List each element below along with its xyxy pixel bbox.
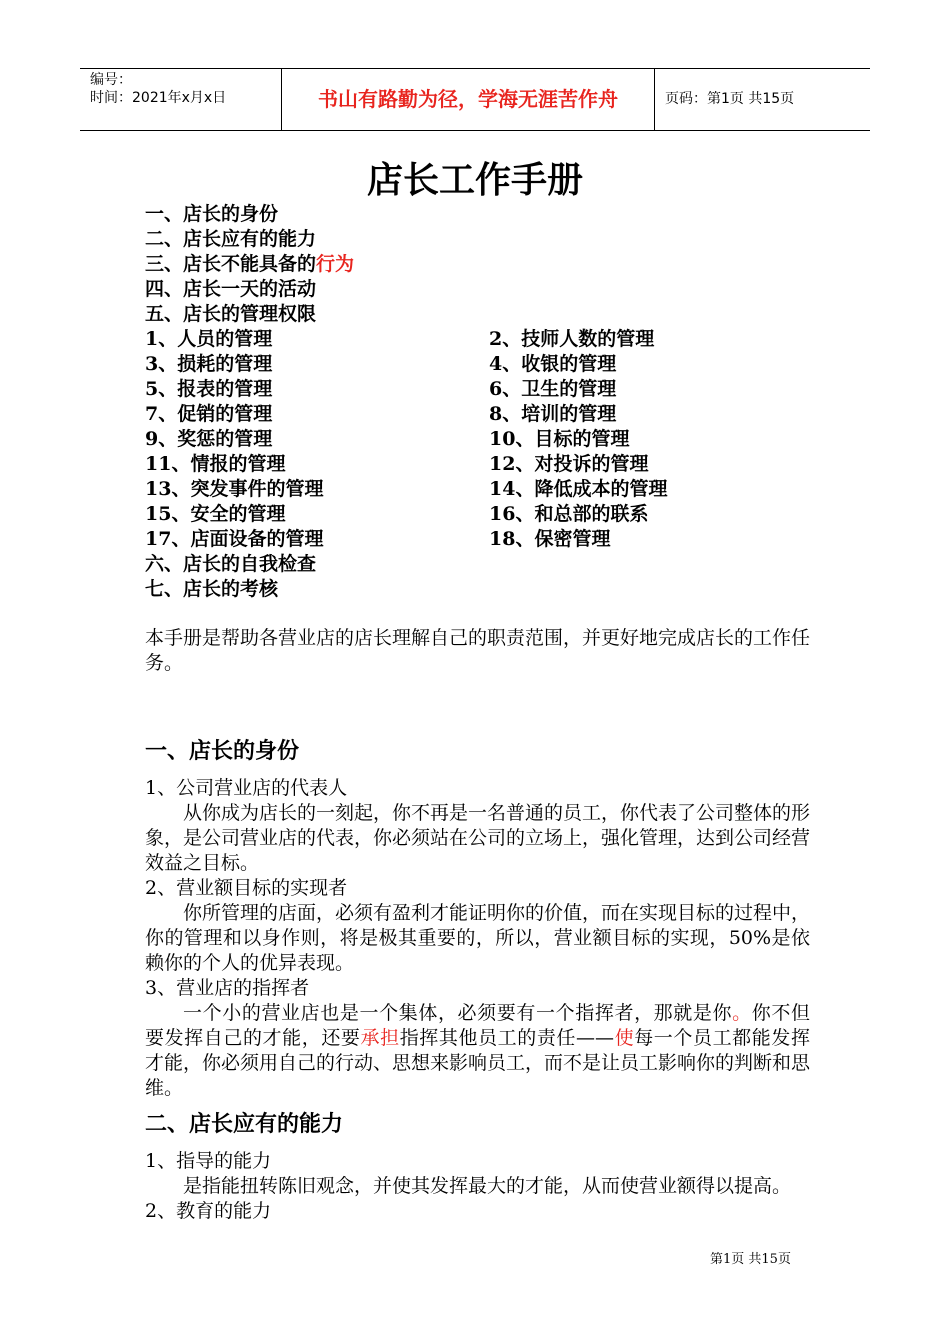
intro-paragraph xyxy=(145,626,810,676)
section-1-para-3 xyxy=(145,1001,810,1101)
page-header xyxy=(80,68,870,131)
toc-item: 8、培训的管理 xyxy=(489,403,617,425)
section-1-para-1: 从你成为店长的一刻起，你不再是一名普通的员工，你代表了公司整体的形象，是公司营业店的代表，你必须站在公司的立场上，强化管理，达到公司经营效益之目标。 xyxy=(145,802,811,874)
toc-item: 5、报表的管理 xyxy=(145,378,273,400)
toc-item: 1、人员的管理 xyxy=(145,328,273,350)
para-3-part-b: 。 xyxy=(732,1002,752,1024)
section-1-sub-1: 1、公司营业店的代表人 xyxy=(145,777,348,799)
time-label: 时间：2021年x月x日 xyxy=(90,90,227,106)
para-3-part-e: 指挥其他员工的责任—— xyxy=(399,1027,615,1049)
para-3-part-d: 承担 xyxy=(360,1027,400,1049)
toc-item: 17、店面设备的管理 xyxy=(145,528,324,550)
toc-section-3 xyxy=(145,252,354,277)
toc-item: 18、保密管理 xyxy=(489,528,611,550)
section-1-sub-2: 2、营业额目标的实现者 xyxy=(145,877,348,899)
toc-item: 6、卫生的管理 xyxy=(489,378,617,400)
toc-section-2: 二、店长应有的能力 xyxy=(145,228,317,250)
toc-item: 10、目标的管理 xyxy=(489,428,630,450)
toc-section-7: 七、店长的考核 xyxy=(145,578,279,600)
section-1-heading: 一、店长的身份 xyxy=(145,739,300,764)
section-1-sub-3: 3、营业店的指挥者 xyxy=(145,977,310,999)
toc-item: 15、安全的管理 xyxy=(145,503,286,525)
toc-item: 11、情报的管理 xyxy=(145,453,286,475)
section-2-sub-1: 1、指导的能力 xyxy=(145,1150,272,1172)
header-meta xyxy=(80,69,280,130)
toc-item: 13、突发事件的管理 xyxy=(145,478,324,500)
toc-item: 12、对投诉的管理 xyxy=(489,453,649,475)
document-title: 店长工作手册 xyxy=(366,159,583,201)
toc-section-3-text: 三、店长不能具备的 xyxy=(145,253,317,275)
section-2-sub-2: 2、教育的能力 xyxy=(145,1200,272,1222)
toc-item: 9、奖惩的管理 xyxy=(145,428,273,450)
toc-section-6: 六、店长的自我检查 xyxy=(145,553,317,575)
section-1-para-2: 你所管理的店面，必须有盈利才能证明你的价值，而在实现目标的过程中，你的管理和以身作则，将是极其重要的，所以，营业额目标的实现，50%是依赖你的个人的优异表现。 xyxy=(145,902,811,974)
toc-section-1: 一、店长的身份 xyxy=(145,203,279,225)
section-2-heading: 二、店长应有的能力 xyxy=(145,1112,344,1137)
toc-item: 4、收银的管理 xyxy=(489,353,617,375)
page-footer: 第1页 共15页 xyxy=(710,1252,791,1267)
header-page-label: 页码：第1页 共15页 xyxy=(665,91,795,107)
section-1-body xyxy=(145,776,810,1101)
section-2-body xyxy=(145,1149,810,1224)
para-3-part-a: 一个小的营业店也是一个集体，必须要有一个指挥者，那就是你 xyxy=(183,1002,733,1024)
section-2-para-1: 是指能扭转陈旧观念，并使其发挥最大的才能，从而使营业额得以提高。 xyxy=(183,1175,792,1197)
toc-section-5: 五、店长的管理权限 xyxy=(145,303,317,325)
number-label: 编号： xyxy=(90,72,132,88)
toc-item: 14、降低成本的管理 xyxy=(489,478,668,500)
header-motto: 书山有路勤为径，学海无涯苦作舟 xyxy=(281,69,655,130)
toc-section-3-highlight: 行为 xyxy=(316,253,355,275)
toc-item: 3、损耗的管理 xyxy=(145,353,273,375)
toc-item: 16、和总部的联系 xyxy=(489,503,649,525)
toc-item: 7、促销的管理 xyxy=(145,403,273,425)
intro-text: 本手册是帮助各营业店的店长理解自己的职责范围，并更好地完成店长的工作任务。 xyxy=(145,627,811,674)
para-3-part-g: 每一个员工都能发挥才能，你必须用自己的行动、思想来影响员工，而不是让员工影响你的判断和思维。 xyxy=(145,1027,811,1099)
para-3-part-c: 你不但要发挥自己的才能，还要 xyxy=(145,1002,810,1049)
toc-section-4: 四、店长一天的活动 xyxy=(145,278,317,300)
para-3-part-f: 使 xyxy=(614,1027,635,1049)
toc-item: 2、技师人数的管理 xyxy=(489,328,655,350)
